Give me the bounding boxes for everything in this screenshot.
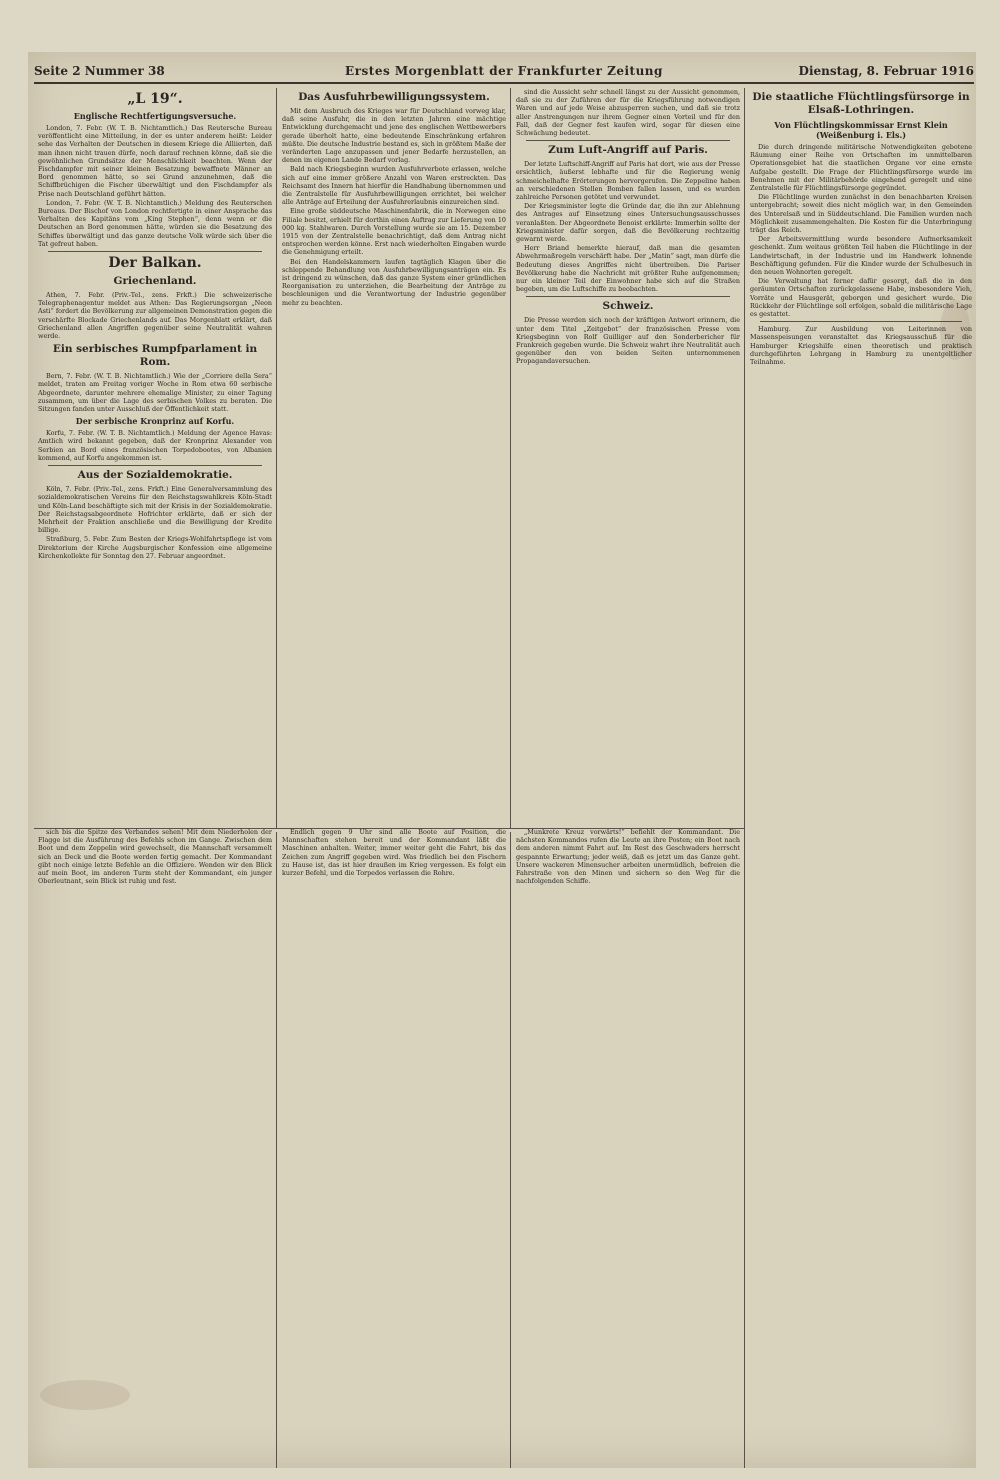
article-paragraph: Die Verwaltung hat ferner dafür gesorgt, daß die in den geräumten Ortschaften zurückgelassene Habe, insbesondere Vieh, Vorräte und Hausgerät, geborgen und gesichert wurde. Die Rückkehr der Flüchtlinge soll erfolgen, sobald die militärische Lage es gestattet.	[750, 277, 972, 319]
article-paragraph: Korfu, 7. Febr. (W. T. B. Nichtamtlich.) Meldung der Agence Havas: Amtlich wird bekannt gegeben, daß der Kronprinz Alexander von Serbien an Bord eines französischen Torpedobootes, von Albanien kommend, auf Korfu angekommen ist.	[38, 429, 272, 462]
article-subheadline: Englische Rechtfertigungsversuche.	[73, 111, 237, 121]
feuilleton-column-3	[516, 828, 740, 1464]
column-3	[516, 88, 740, 824]
section-headline: Der Balkan.	[108, 255, 202, 272]
article-paragraph: Der Arbeitsvermittlung wurde besondere Aufmerksamkeit geschenkt. Zum weitaus größten Teil haben die Flüchtlinge in der Landwirtschaft, in der Industrie und im Handwerk lohnende Beschäftigung gefunden. Für die Kinder wurde der Schulbesuch in den neuen Wohnorten geregelt.	[750, 235, 972, 277]
article-paragraph: sind die Aussicht sehr schnell längst zu der Aussicht genommen, daß sie zu der Zuführen der für die Kriegsführung notwendigen Waren und auf jede Weise abzusperren suchen, und daß sie trotz aller Anstrengungen nur ihrem Gegner einen Vorteil und für den Fall, daß der Gegner fest kaufen wird, sogar für diesen eine Schwächung bedeutet.	[516, 88, 740, 138]
article-paragraph: Herr Briand bemerkte hierauf, daß man die gesamten Abwehrmaßregeln verschärft habe. Der „Matin“ sagt, man dürfe die Bedeutung dieses Angriffes nicht übertreiben. Die Pariser Bevölkerung habe die Nachricht mit größter Ruhe aufgenommen; nur ein kleiner Teil der Einwohner habe sich auf die Straßen begeben, um die Luftschiffe zu beobachten.	[516, 244, 740, 294]
feuilleton-column-1	[38, 828, 272, 1464]
column-4	[750, 88, 972, 1464]
article-paragraph: London, 7. Febr. (W. T. B. Nichtamtlich.) Das Reutersche Bureau veröffentlicht eine Mitteilung, in der es unter anderem heißt: Leider sehe das Verhalten der Deutschen in diesem Kriege die Alliierten, daß man ihnen nicht trauen dürfe, noch darauf rechnen könne, daß sie die gewöhnlichen Grundsätze der Menschlichkeit beachten. Wenn der Fischdampfer mit seiner kleinen Besatzung bewaffnete Männer an Bord genommen hätte, so sei Grund anzunehmen, daß die Schiffbrüchigen die Fischer überwältigt und den Fischdampfer als Prise nach Deutschland geführt hätten.	[38, 124, 272, 198]
article-headline: Aus der Sozialdemokratie.	[77, 469, 233, 482]
article-paragraph: Köln, 7. Febr. (Priv.-Tel., zens. Frkft.) Eine Generalversammlung des sozialdemokratischen Vereins für den Reichstagswahlkreis Köln-Stadt und Köln-Land beschäftigte sich mit der Krisis in der Sozialdemokratie. Der Reichstagsabgeordnete Hofrichter erklärte, daß er sich der Mehrheit der Fraktion anschließe und die Bewilligung der Kredite billige.	[38, 485, 272, 535]
article-headline: Ein serbisches Rumpfparlament in Rom.	[52, 343, 258, 369]
article-headline: Die staatliche Flüchtlingsfürsorge in Elsaß-Lothringen.	[752, 91, 970, 116]
article-paragraph: Die durch dringende militärische Notwendigkeiten gebotene Räumung einer Reihe von Ortschaften im unmittelbaren Operationsgebiet hat die staatlichen Organe vor eine ernste Aufgabe gestellt. Die Frage der Flüchtlingsfürsorge wurde im Benehmen mit der Militärbehörde eingehend geregelt und eine Zentralstelle für Flüchtlingsfürsorge gegründet.	[750, 143, 972, 193]
section-divider	[526, 296, 730, 297]
article-paragraph: sich bis die Spitze des Verbandes sehen! Mit dem Niederholen der Flagge ist die Ausführung des Befehls schon im Gange. Zwischen dem Boot und dem Zeppelin wird gewechselt, die Mannschaft versammelt sich an Deck und die Boote werden fertig gemacht. Der Kommandant gibt noch einige letzte Befehle an die Offiziere. Wenden wir den Blick auf mein Boot, im anderen Turm steht der Kommandant, ein junger Oberleutnant, sein Blick ist ruhig und fest.	[38, 828, 272, 886]
column-rule	[276, 88, 277, 828]
article-paragraph: „Munkrete Kreuz vorwärts!“ befiehlt der Kommandant. Die nächsten Kommandos rufen die Leute an ihre Posten; ein Boot nach dem anderen nimmt Fahrt auf. Im Rest des Geschwaders herrscht gespannte Erwartung; jeder weiß, daß es jetzt um das Ganze geht. Unsere wackeren Minensucher arbeiten unermüdlich, befreien die Fahrstraße von den Minen und sichern so den Weg für die nachfolgenden Schiffe.	[516, 828, 740, 886]
column-rule	[744, 88, 745, 1468]
article-paragraph: Eine große süddeutsche Maschinenfabrik, die in Norwegen eine Filiale besitzt, erhielt für dorthin einen Auftrag zur Lieferung von 10 000 kg. Stahlwaren. Durch Vorstellung wurde sie am 15. Dezember 1915 von der Zentralstelle benachrichtigt, daß dem Antrag nicht entsprochen werden könne. Erst nach wiederholten Eingaben wurde die Genehmigung erteilt.	[282, 207, 506, 257]
article-paragraph: Die Presse werden sich noch der kräftigen Antwort erinnern, die unter dem Titel „Zeitgebot“ der französischen Presse vom Kriegsbeginn von Rolf Guilliger auf den Sonderbericher für Frankreich gegeben wurde. Die Schweiz wahrt ihre Neutralität auch gegenüber den von beiden Seiten unternommenen Propagandaversuchen.	[516, 316, 740, 366]
article-paragraph: Mit dem Ausbruch des Krieges war für Deutschland vorweg klar, daß seine Ausfuhr, die in den letzten Jahren eine mächtige Entwicklung durchgemacht und jene des englischen Wettbewerbers gerade überholt hatte, eine bedeutende Einschränkung erfahren müßte. Die deutsche Industrie bestand es, sich in größtem Maße der veränderten Lage anzupassen und jener Bedarfe herzustellen, an denen im eigenen Lande Bedarf vorlag.	[282, 107, 506, 165]
article-paragraph: Bern, 7. Febr. (W. T. B. Nichtamtlich.) Wie der „Corriere della Sera“ meldet, traten am Freitag voriger Woche in Rom etwa 60 serbische Abgeordnete, darunter mehrere ehemalige Minister, zu einer Tagung zusammen, um über die Lage des serbischen Volkes zu beraten. Die Sitzungen fanden unter Ausschluß der Öffentlichkeit statt.	[38, 372, 272, 414]
article-headline: Zum Luft-Angriff auf Paris.	[548, 144, 708, 157]
column-2	[282, 88, 506, 824]
article-paragraph: London, 7. Febr. (W. T. B. Nichtamtlich.) Meldung des Reuterschen Bureaus. Der Bischof von London rechtfertigte in einer Ansprache das Verhalten des Kapitäns vom „King Stephen“, denn wenn er die Deutschen an Bord genommen hätte, würden sie die Besatzung des Schiffes überwältigt und das ganze deutsche Volk würde sich über die Tat gefreut haben.	[38, 198, 272, 248]
section-divider	[48, 465, 262, 466]
article-headline: „L 19“.	[127, 91, 183, 107]
masthead	[34, 58, 974, 84]
column-rule	[276, 832, 277, 1468]
article-paragraph: Der letzte Luftschiff-Angriff auf Paris hat dort, wie aus der Presse ersichtlich, äußerst lebhafte und für die Regierung wenig schmeichelhafte Erörterungen hervorgerufen. Die Zeppeline haben an verschiedenen Stellen Bomben fallen lassen, und es wurden zahlreiche Personen getötet und verwundet.	[516, 160, 740, 202]
article-author: Von Flüchtlingskommissar Ernst Klein (Weißenburg i. Els.)	[774, 120, 948, 140]
issue-date: Dienstag, 8. Februar 1916	[798, 64, 974, 78]
article-paragraph: Der Kriegsminister legte die Gründe dar, die ihn zur Ablehnung des Antrages auf Einsetzung eines Untersuchungsausschusses veranlaßten. Der Abgeordnete Benoist erklärte: Immerhin sollte der Kriegsminister dafür sorgen, daß die Bevölkerung rechtzeitig gewarnt werde.	[516, 202, 740, 244]
feuilleton-column-2	[282, 828, 506, 1464]
column-rule	[510, 88, 511, 828]
article-paragraph: Bald nach Kriegsbeginn wurden Ausfuhrverbote erlassen, welche sich auf eine immer größere Anzahl von Waren erstreckten. Das Reichsamt des Innern hat hierfür die Handhabung übernommen und die Zentralstelle für Ausfuhrbewilligungen errichtet, bei welcher alle Anträge auf Erteilung der Ausfuhrerlaubnis einzureichen sind.	[282, 165, 506, 207]
article-headline: Das Ausfuhrbewilligungssystem.	[298, 91, 490, 103]
article-paragraph: Bei den Handelskammern laufen tagtäglich Klagen über die schleppende Behandlung von Ausfuhrbewilligungsanträgen ein. Es ist dringend zu wünschen, daß das ganze System einer gründlichen Reorganisation zu unterziehen, die Bearbeitung der Anträge zu beschleunigen und die Verantwortung der Industrie gegenüber mehr zu beachten.	[282, 257, 506, 307]
article-paragraph: Endlich gegen 9 Uhr sind alle Boote auf Position, die Mannschaften stehen bereit und der Kommandant läßt die Maschinen anhalten. Weiter, immer weiter geht die Fahrt, bis das Zeichen zum Angriff gegeben wird. Was friedlich bei den Fischern zu Hause ist, das ist hier draußen im Krieg vergessen. Es folgt ein kurzer Befehl, und die Torpedos verlassen die Rohre.	[282, 828, 506, 878]
column-1	[38, 88, 272, 824]
section-headline: Schweiz.	[602, 300, 654, 313]
newspaper-title: Erstes Morgenblatt der Frankfurter Zeitung	[345, 64, 663, 78]
section-subheadline: Griechenland.	[113, 275, 197, 288]
section-divider	[760, 321, 962, 322]
section-divider	[48, 251, 262, 252]
article-paragraph: Athen, 7. Febr. (Priv.-Tel., zens. Frkft.) Die schweizerische Telegraphenagentur meldet aus Athen: Das Regierungsorgan „Neon Asti“ fordert die Bevölkerung zur allgemeinen Demonstration gegen die verschärfte Blockade Griechenlands auf. Das Morgenblatt erklärt, daß Griechenland allen Angriffen gegenüber seine Neutralität wahren werde.	[38, 291, 272, 341]
article-paragraph: Straßburg, 5. Febr. Zum Besten der Kriegs-Wohlfahrtspflege ist vom Direktorium der Kirche Augsburgischer Konfession eine allgemeine Kirchenkollekte für Sonntag den 27. Februar angeordnet.	[38, 535, 272, 560]
page-number: Seite 2 Nummer 38	[34, 64, 165, 78]
article-paragraph: Hamburg. Zur Ausbildung von Leiterinnen von Massenspeisungen veranstaltet das Kriegsausschuß für die Hamburger Kriegshilfe einen theoretisch und praktisch durchgeführten Lehrgang in Hamburg zu unentgeltlicher Teilnahme.	[750, 325, 972, 367]
section-divider	[526, 140, 730, 141]
article-headline: Der serbische Kronprinz auf Korfu.	[75, 416, 235, 427]
column-rule	[510, 832, 511, 1468]
article-paragraph: Die Flüchtlinge wurden zunächst in den benachbarten Kreisen untergebracht; soweit dies nicht möglich war, in den Gemeinden des Unterelsaß und in Süddeutschland. Die Familien wurden nach Möglichkeit zusammengehalten. Die Kosten für die Unterbringung trägt das Reich.	[750, 193, 972, 235]
